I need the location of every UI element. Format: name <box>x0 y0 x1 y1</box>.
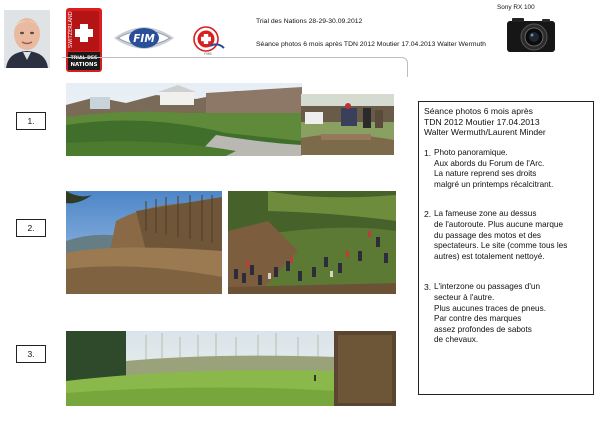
item-line: L'interzone ou passages d'un <box>434 282 541 292</box>
fim-logo-text: FIM <box>133 33 155 45</box>
item-line: Par contre des marques <box>434 314 522 324</box>
item-number: 3. <box>424 282 432 293</box>
item-line: malgré un printemps récalcitrant. <box>434 179 554 189</box>
logo-trial-text: TRIAL DES <box>70 56 98 61</box>
section-number-3: 3. <box>16 345 46 363</box>
item-line: autres) est totalement nettoyé. <box>434 251 545 261</box>
camera-icon <box>506 17 556 53</box>
item-number: 1. <box>424 148 432 159</box>
item-number: 2. <box>424 209 432 220</box>
description-panel <box>418 101 594 395</box>
item-line: La fameuse zone au dessus <box>434 209 537 219</box>
logo-switzerland-text: SWITZERLAND <box>68 11 74 48</box>
section-number-2: 2. <box>16 219 46 237</box>
item-line: de chevaux. <box>434 335 479 345</box>
spectators-photo-2 <box>228 191 396 294</box>
item-line: Photo panoramique. <box>434 148 508 158</box>
section-number-1: 1. <box>16 112 46 130</box>
panel-title-line-3: Walter Wermuth/Laurent Minder <box>424 127 546 138</box>
hillside-photo-2 <box>66 191 222 294</box>
item-line: Plus aucunes traces de pneus. <box>434 303 546 313</box>
portrait-photo <box>4 10 50 68</box>
item-line: Aux abords du Forum de l'Arc. <box>434 158 545 168</box>
header-divider <box>62 57 408 77</box>
item-line: du passage des motos et des <box>434 230 541 240</box>
item-line: secteur à l'autre. <box>434 293 495 303</box>
item-line: spectateurs. Le site (comme tous les <box>434 241 568 251</box>
camera-label: Sony RX 100 <box>497 4 535 11</box>
panel-title-line-1: Séance photos 6 mois après <box>424 106 533 116</box>
event-title: Trial des Nations 28-29-30.09.2012 <box>256 18 363 25</box>
description-item-2 <box>424 209 587 262</box>
item-line: assez profondes de sabots <box>434 324 532 334</box>
rider-inset-photo-1 <box>301 94 394 155</box>
fms-logo-text: FMS <box>204 52 212 56</box>
description-item-1 <box>424 148 587 190</box>
panel-title-line-2: TDN 2012 Moutier 17.04.2013 <box>424 116 540 127</box>
panorama-photo-1 <box>66 83 302 156</box>
logo-nations-text: NATIONS <box>70 62 98 68</box>
item-line: La nature reprend ses droits <box>434 169 537 179</box>
session-subtitle: Séance photos 6 mois après TDN 2012 Moutier 17.04.2013 Walter Wermuth <box>256 41 486 48</box>
description-item-3 <box>424 282 587 346</box>
fms-logo <box>190 24 226 56</box>
fim-logo <box>112 22 176 54</box>
meadow-panorama-photo-3 <box>66 331 396 406</box>
item-line: de l'autoroute. Plus aucune marque <box>434 220 564 230</box>
